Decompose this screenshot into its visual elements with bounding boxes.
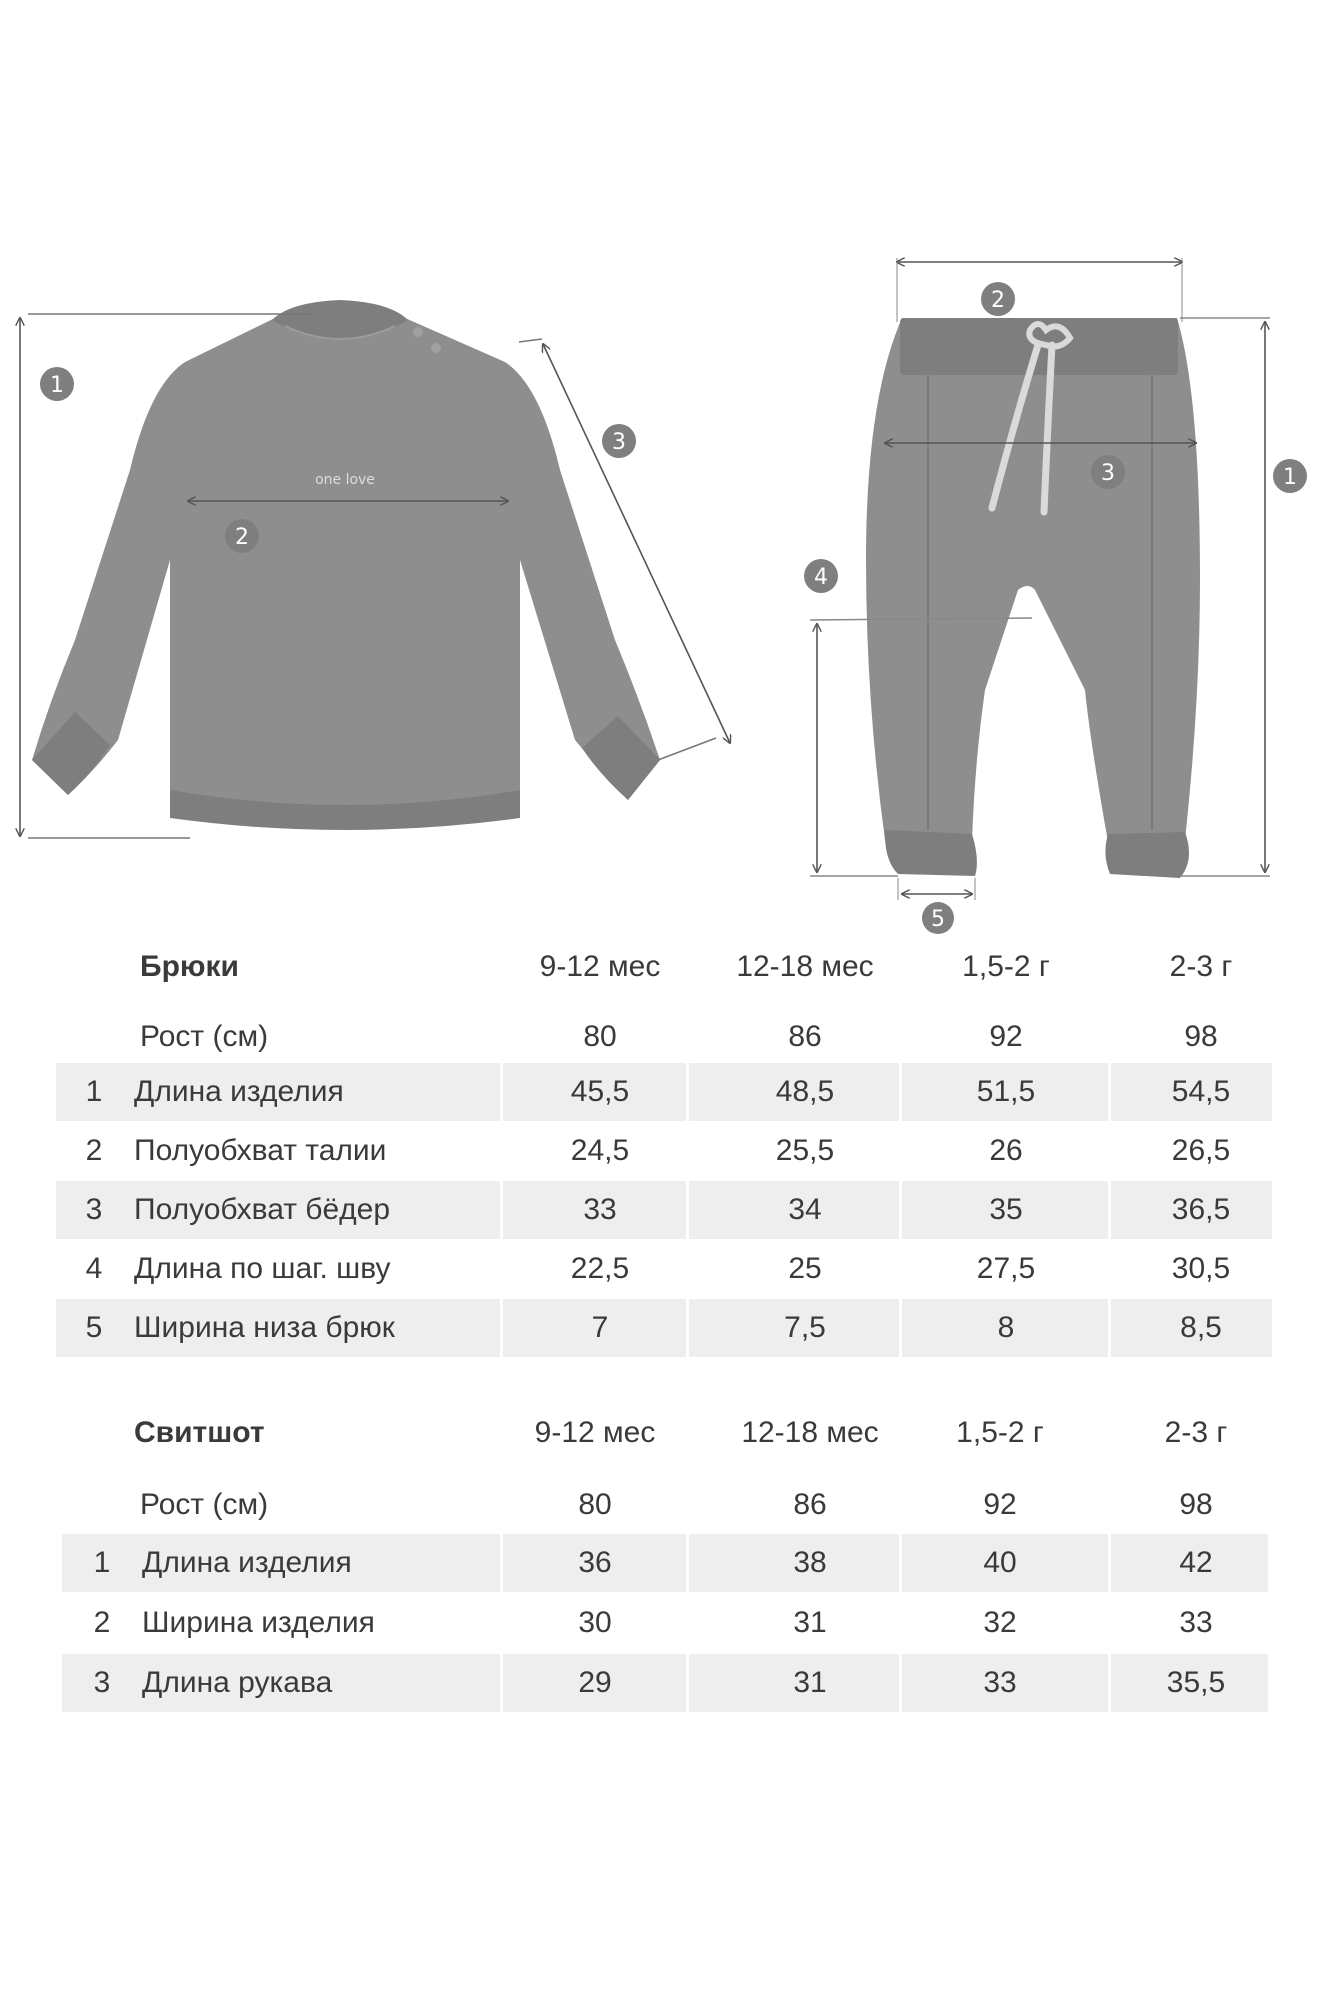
- pants-badge-4: [804, 559, 838, 593]
- sweatshirt-height-row: [0, 1476, 1325, 1534]
- row-value: 25,5: [775, 1134, 835, 1167]
- row-value: 31: [793, 1606, 827, 1639]
- row-value: 51,5: [976, 1075, 1036, 1108]
- row-value: 27,5: [976, 1252, 1036, 1285]
- row-value: 33: [583, 1193, 617, 1226]
- row-label: Полуобхват бёдер: [134, 1193, 391, 1226]
- row-number: 5: [85, 1311, 103, 1344]
- pants-size-2: 12-18 мес: [736, 950, 874, 983]
- pants-size-3: 1,5-2 г: [962, 950, 1050, 983]
- svg-text:2: 2: [991, 288, 1005, 313]
- row-value: 33: [1179, 1606, 1213, 1639]
- row-value: 24,5: [570, 1134, 630, 1167]
- row-value: 40: [983, 1546, 1017, 1579]
- svg-text:3: 3: [612, 430, 626, 455]
- pants-badge-5: [922, 902, 954, 934]
- sweatshirt-height-label: Рост (см): [140, 1488, 269, 1521]
- sweatshirt-illustration: [32, 300, 660, 830]
- row-value: 42: [1179, 1546, 1213, 1579]
- sweatshirt-height-2: 86: [793, 1488, 827, 1521]
- row-value: 30: [578, 1606, 612, 1639]
- row-value: 34: [788, 1193, 822, 1226]
- row-label: Полуобхват талии: [134, 1134, 387, 1167]
- pants-illustration: [866, 318, 1200, 878]
- row-value: 8: [997, 1311, 1015, 1344]
- garment-measurement-diagram: [0, 0, 1325, 932]
- row-value: 36: [578, 1546, 612, 1579]
- row-value: 33: [983, 1666, 1017, 1699]
- row-value: 45,5: [570, 1075, 630, 1108]
- row-value: 26: [989, 1134, 1023, 1167]
- sweatshirt-height-3: 92: [983, 1488, 1017, 1521]
- row-label: Длина рукава: [142, 1666, 333, 1699]
- row-label: Ширина изделия: [142, 1606, 375, 1639]
- pants-badge-2: [981, 282, 1015, 316]
- svg-text:1: 1: [50, 373, 64, 398]
- pants-badge-1: [1273, 459, 1307, 493]
- table-row: [0, 1122, 1325, 1180]
- sweatshirt-size-1: 9-12 мес: [534, 1416, 656, 1449]
- svg-text:4: 4: [814, 565, 828, 590]
- pants-table-title: Брюки: [140, 950, 239, 983]
- pants-height-row: [0, 1008, 1325, 1066]
- row-label: Длина по шаг. шву: [134, 1252, 391, 1285]
- pants-size-4: 2-3 г: [1169, 950, 1233, 983]
- pants-height-2: 86: [788, 1020, 822, 1053]
- table-row: [0, 1299, 1325, 1357]
- table-row: [0, 1654, 1325, 1712]
- sweatshirt-height-4: 98: [1179, 1488, 1213, 1521]
- svg-text:3: 3: [1101, 461, 1115, 486]
- svg-text:2: 2: [235, 525, 249, 550]
- row-value: 35,5: [1166, 1666, 1226, 1699]
- row-value: 30,5: [1171, 1252, 1231, 1285]
- row-value: 7,5: [784, 1311, 826, 1344]
- row-label: Длина изделия: [134, 1075, 344, 1108]
- sweatshirt-table-title: Свитшот: [134, 1416, 265, 1449]
- row-number: 2: [85, 1134, 103, 1167]
- row-value: 29: [578, 1666, 612, 1699]
- table-row: [0, 1181, 1325, 1239]
- row-value: 25: [788, 1252, 822, 1285]
- pants-badge-3: [1091, 455, 1125, 489]
- sweatshirt-size-3: 1,5-2 г: [956, 1416, 1044, 1449]
- row-value: 54,5: [1171, 1075, 1231, 1108]
- row-value: 26,5: [1171, 1134, 1231, 1167]
- table-row: [0, 1240, 1325, 1298]
- pants-size-1: 9-12 мес: [539, 950, 661, 983]
- svg-text:5: 5: [931, 907, 945, 932]
- table-row: [0, 1594, 1325, 1652]
- table-row: [0, 1534, 1325, 1592]
- row-value: 32: [983, 1606, 1017, 1639]
- row-label: Длина изделия: [142, 1546, 352, 1579]
- table-row: [0, 1063, 1325, 1121]
- sweatshirt-header-row: [0, 1404, 1325, 1462]
- sweatshirt-print-text: one love: [315, 472, 375, 488]
- row-value: 31: [793, 1666, 827, 1699]
- row-value: 8,5: [1180, 1311, 1222, 1344]
- sweatshirt-badge-3: [602, 424, 636, 458]
- pants-height-3: 92: [989, 1020, 1023, 1053]
- sweatshirt-height-1: 80: [578, 1488, 612, 1521]
- row-value: 35: [989, 1193, 1023, 1226]
- row-value: 22,5: [570, 1252, 630, 1285]
- row-number: 3: [85, 1193, 103, 1226]
- row-number: 3: [93, 1666, 111, 1699]
- row-value: 36,5: [1171, 1193, 1231, 1226]
- row-number: 2: [93, 1606, 111, 1639]
- pants-height-1: 80: [583, 1020, 617, 1053]
- row-number: 4: [85, 1252, 103, 1285]
- row-value: 38: [793, 1546, 827, 1579]
- row-value: 7: [591, 1311, 609, 1344]
- sweatshirt-badge-1: [40, 367, 74, 401]
- sweatshirt-size-4: 2-3 г: [1164, 1416, 1228, 1449]
- row-value: 48,5: [775, 1075, 835, 1108]
- row-label: Ширина низа брюк: [134, 1311, 395, 1344]
- svg-text:1: 1: [1283, 465, 1297, 490]
- pants-height-label: Рост (см): [140, 1020, 269, 1053]
- row-number: 1: [93, 1546, 111, 1579]
- sweatshirt-badge-2: [225, 519, 259, 553]
- pants-height-4: 98: [1184, 1020, 1218, 1053]
- sweatshirt-size-2: 12-18 мес: [741, 1416, 879, 1449]
- row-number: 1: [85, 1075, 103, 1108]
- pants-header-row: [0, 938, 1325, 996]
